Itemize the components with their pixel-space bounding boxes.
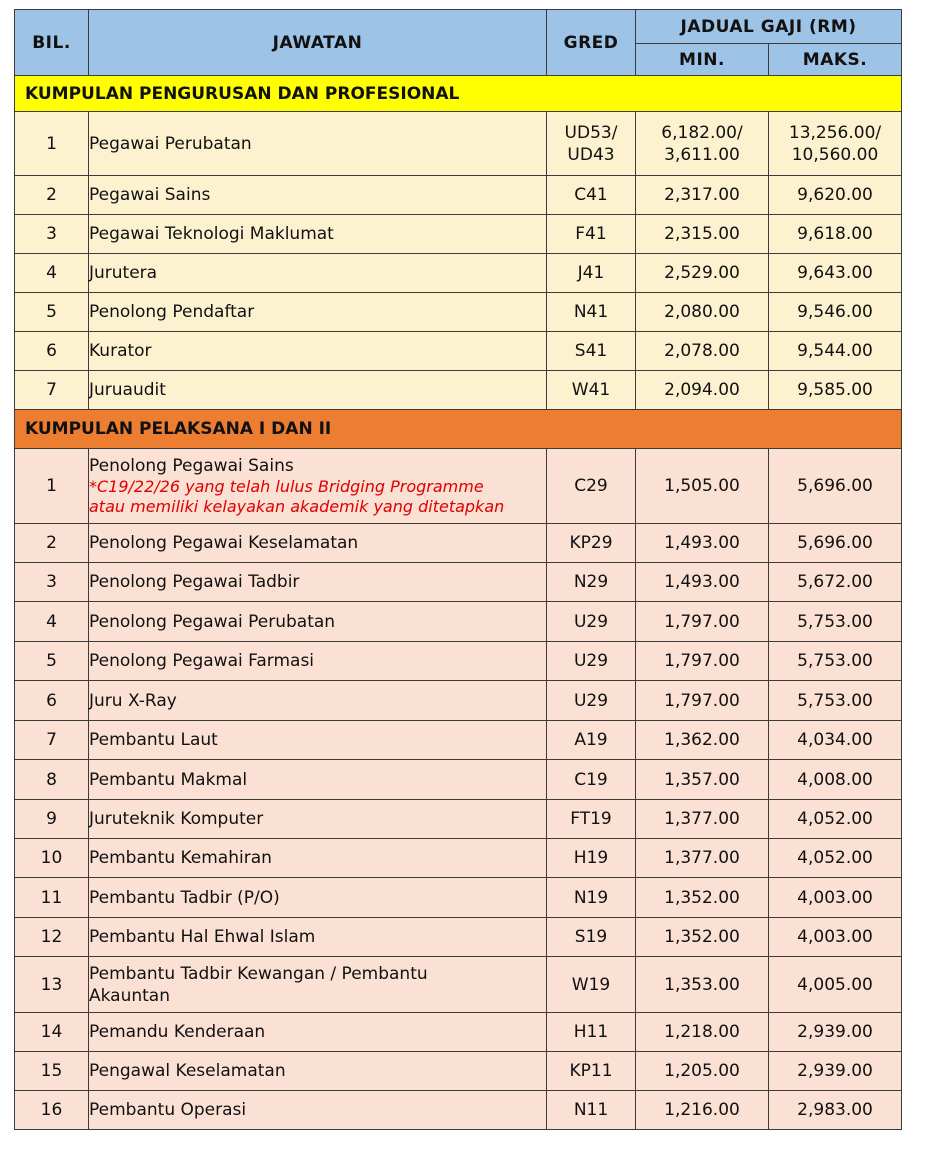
group1-title: KUMPULAN PENGURUSAN DAN PROFESIONAL (15, 76, 902, 112)
cell-maks (769, 112, 902, 176)
cell-bil: 15 (15, 1052, 89, 1091)
cell-gred: C29 (547, 449, 636, 524)
cell-bil: 7 (15, 721, 89, 760)
cell-min: 1,797.00 (636, 681, 769, 721)
cell-min: 1,216.00 (636, 1091, 769, 1130)
cell-jawatan: Penolong Pegawai Perubatan (89, 602, 547, 642)
cell-maks: 9,620.00 (769, 176, 902, 215)
cell-bil: 5 (15, 293, 89, 332)
cell-jawatan-line: Pembantu Tadbir Kewangan / Pembantu (89, 963, 428, 984)
cell-maks: 5,672.00 (769, 563, 902, 602)
cell-bil: 3 (15, 563, 89, 602)
cell-maks: 2,939.00 (769, 1052, 902, 1091)
table-row (15, 563, 902, 602)
cell-min: 1,797.00 (636, 642, 769, 681)
cell-bil: 10 (15, 839, 89, 878)
cell-jawatan: Pembantu Hal Ehwal Islam (89, 918, 547, 957)
cell-maks-line: 13,256.00/ (788, 122, 882, 143)
table-row (15, 957, 902, 1013)
cell-min: 1,377.00 (636, 800, 769, 839)
cell-maks: 4,005.00 (769, 957, 902, 1013)
group2-title: KUMPULAN PELAKSANA I DAN II (15, 410, 902, 449)
table-row (15, 524, 902, 563)
cell-min: 2,315.00 (636, 215, 769, 254)
cell-jawatan: Pembantu Kemahiran (89, 839, 547, 878)
table-row (15, 112, 902, 176)
cell-bil: 16 (15, 1091, 89, 1130)
table-row (15, 721, 902, 760)
cell-min (636, 112, 769, 176)
cell-gred-line: UD43 (567, 144, 615, 165)
cell-jawatan: Pembantu Laut (89, 721, 547, 760)
cell-bil: 14 (15, 1013, 89, 1052)
cell-gred: U29 (547, 602, 636, 642)
table-row (15, 293, 902, 332)
cell-gred-line: UD53/ (564, 122, 618, 143)
cell-gred: S41 (547, 332, 636, 371)
table-row (15, 1091, 902, 1130)
table-row (15, 1052, 902, 1091)
cell-gred: U29 (547, 681, 636, 721)
group1-header-row (15, 76, 902, 112)
cell-gred: A19 (547, 721, 636, 760)
table-row (15, 760, 902, 800)
cell-jawatan: Penolong Pegawai Farmasi (89, 642, 547, 681)
cell-maks: 2,983.00 (769, 1091, 902, 1130)
table-row (15, 602, 902, 642)
table-row (15, 642, 902, 681)
cell-jawatan: Pegawai Perubatan (89, 112, 547, 176)
cell-jawatan: Penolong Pegawai Tadbir (89, 563, 547, 602)
cell-bil: 9 (15, 800, 89, 839)
cell-jawatan: Juruaudit (89, 371, 547, 410)
cell-bil: 8 (15, 760, 89, 800)
cell-maks: 5,696.00 (769, 449, 902, 524)
cell-jawatan: Penolong Pendaftar (89, 293, 547, 332)
cell-min: 2,529.00 (636, 254, 769, 293)
table-row (15, 800, 902, 839)
cell-maks: 4,052.00 (769, 839, 902, 878)
cell-maks: 5,753.00 (769, 642, 902, 681)
cell-min: 1,362.00 (636, 721, 769, 760)
cell-bil: 11 (15, 878, 89, 918)
salary-table (14, 9, 902, 1130)
cell-jawatan: Juru X-Ray (89, 681, 547, 721)
cell-gred: W19 (547, 957, 636, 1013)
cell-min: 2,080.00 (636, 293, 769, 332)
cell-jawatan: Penolong Pegawai Keselamatan (89, 524, 547, 563)
cell-maks: 2,939.00 (769, 1013, 902, 1052)
cell-bil: 2 (15, 176, 89, 215)
cell-gred: KP29 (547, 524, 636, 563)
cell-bil: 1 (15, 112, 89, 176)
cell-jawatan (89, 957, 547, 1013)
cell-jawatan: Pembantu Operasi (89, 1091, 547, 1130)
cell-min: 1,493.00 (636, 563, 769, 602)
cell-min: 1,353.00 (636, 957, 769, 1013)
cell-min: 2,317.00 (636, 176, 769, 215)
cell-bil: 12 (15, 918, 89, 957)
cell-gred: W41 (547, 371, 636, 410)
cell-jawatan: Pemandu Kenderaan (89, 1013, 547, 1052)
table-row (15, 176, 902, 215)
cell-jawatan: Pembantu Tadbir (P/O) (89, 878, 547, 918)
cell-note: atau memiliki kelayakan akademik yang ditetapkan (89, 497, 505, 516)
cell-min: 1,357.00 (636, 760, 769, 800)
cell-gred: C19 (547, 760, 636, 800)
cell-min-line: 6,182.00/ (661, 122, 743, 143)
cell-min: 1,505.00 (636, 449, 769, 524)
cell-min: 1,352.00 (636, 878, 769, 918)
table-row (15, 878, 902, 918)
cell-gred: J41 (547, 254, 636, 293)
cell-gred: KP11 (547, 1052, 636, 1091)
table-row (15, 681, 902, 721)
cell-min: 1,205.00 (636, 1052, 769, 1091)
cell-gred: H11 (547, 1013, 636, 1052)
header-jadual-gaji: JADUAL GAJI (RM) (636, 10, 902, 44)
cell-jawatan: Pegawai Sains (89, 176, 547, 215)
header-min: MIN. (636, 44, 769, 76)
cell-maks: 4,052.00 (769, 800, 902, 839)
table-row (15, 1013, 902, 1052)
cell-bil: 4 (15, 602, 89, 642)
cell-min: 1,377.00 (636, 839, 769, 878)
cell-min: 1,797.00 (636, 602, 769, 642)
header-maks: MAKS. (769, 44, 902, 76)
cell-gred: U29 (547, 642, 636, 681)
cell-jawatan: Kurator (89, 332, 547, 371)
table-row (15, 918, 902, 957)
cell-maks: 4,008.00 (769, 760, 902, 800)
cell-bil: 2 (15, 524, 89, 563)
cell-bil: 7 (15, 371, 89, 410)
table-row (15, 215, 902, 254)
cell-bil: 1 (15, 449, 89, 524)
header-bil: BIL. (15, 10, 89, 76)
cell-gred: C41 (547, 176, 636, 215)
cell-maks-line: 10,560.00 (791, 144, 879, 165)
table-row (15, 449, 902, 524)
cell-min: 1,352.00 (636, 918, 769, 957)
cell-jawatan: Pengawal Keselamatan (89, 1052, 547, 1091)
cell-bil: 6 (15, 681, 89, 721)
cell-jawatan: Pembantu Makmal (89, 760, 547, 800)
cell-maks: 9,585.00 (769, 371, 902, 410)
salary-table-body (15, 76, 902, 1130)
cell-jawatan: Penolong Pegawai Sains *C19/22/26 yang telah lulus Bridging Programme atau memiliki kelayakan akademik yang ditetapkan (89, 449, 547, 524)
group2-header-row (15, 410, 902, 449)
cell-maks: 5,696.00 (769, 524, 902, 563)
cell-min: 2,078.00 (636, 332, 769, 371)
cell-min-line: 3,611.00 (664, 144, 740, 165)
cell-maks: 9,544.00 (769, 332, 902, 371)
cell-bil: 6 (15, 332, 89, 371)
cell-gred: FT19 (547, 800, 636, 839)
cell-bil: 5 (15, 642, 89, 681)
table-row (15, 839, 902, 878)
cell-maks: 5,753.00 (769, 681, 902, 721)
header-gred: GRED (547, 10, 636, 76)
cell-maks: 4,034.00 (769, 721, 902, 760)
cell-gred (547, 112, 636, 176)
table-row (15, 371, 902, 410)
cell-gred: N41 (547, 293, 636, 332)
cell-bil: 3 (15, 215, 89, 254)
cell-min: 2,094.00 (636, 371, 769, 410)
cell-maks: 4,003.00 (769, 918, 902, 957)
cell-min: 1,493.00 (636, 524, 769, 563)
cell-bil: 4 (15, 254, 89, 293)
cell-maks: 9,643.00 (769, 254, 902, 293)
table-row (15, 332, 902, 371)
cell-jawatan: Juruteknik Komputer (89, 800, 547, 839)
cell-maks: 9,618.00 (769, 215, 902, 254)
cell-min: 1,218.00 (636, 1013, 769, 1052)
cell-bil: 13 (15, 957, 89, 1013)
cell-gred: N19 (547, 878, 636, 918)
cell-jawatan: Jurutera (89, 254, 547, 293)
cell-jawatan: Pegawai Teknologi Maklumat (89, 215, 547, 254)
cell-gred: H19 (547, 839, 636, 878)
cell-gred: S19 (547, 918, 636, 957)
cell-gred: N11 (547, 1091, 636, 1130)
header-jawatan: JAWATAN (89, 10, 547, 76)
cell-maks: 5,753.00 (769, 602, 902, 642)
cell-gred: F41 (547, 215, 636, 254)
cell-jawatan-line: Akauntan (89, 985, 170, 1006)
cell-note: *C19/22/26 yang telah lulus Bridging Programme (89, 477, 484, 496)
cell-maks: 9,546.00 (769, 293, 902, 332)
table-row (15, 254, 902, 293)
cell-maks: 4,003.00 (769, 878, 902, 918)
cell-gred: N29 (547, 563, 636, 602)
